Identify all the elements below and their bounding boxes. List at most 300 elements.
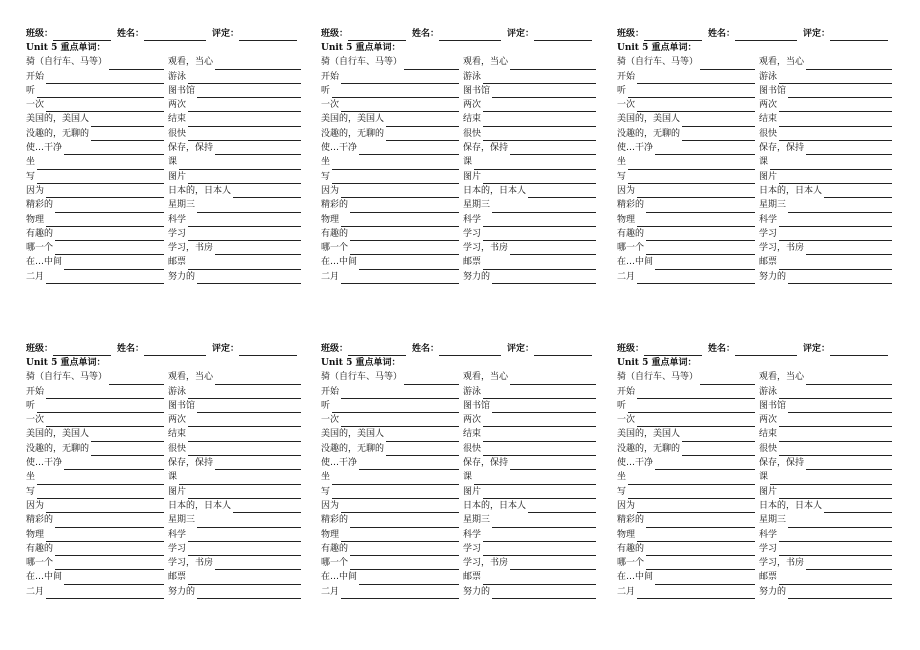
answer-blank[interactable] [806, 559, 892, 570]
answer-blank[interactable] [628, 488, 755, 499]
class-blank[interactable] [348, 30, 406, 41]
vocab-word: 星期三 [759, 200, 787, 211]
answer-blank[interactable] [770, 474, 892, 485]
vocab-row [26, 98, 301, 112]
answer-blank[interactable] [359, 459, 459, 470]
vocab-item-left [321, 556, 463, 570]
answer-blank[interactable] [386, 445, 459, 456]
answer-blank[interactable] [483, 531, 596, 542]
answer-blank[interactable] [474, 474, 596, 485]
vocab-item-right [463, 55, 596, 69]
answer-blank[interactable] [55, 202, 164, 213]
answer-blank[interactable] [55, 559, 164, 570]
vocab-item-right [463, 112, 596, 126]
answer-blank[interactable] [637, 502, 755, 513]
answer-blank[interactable] [188, 488, 301, 499]
answer-blank[interactable] [483, 388, 596, 399]
name-blank[interactable] [735, 345, 797, 356]
answer-blank[interactable] [510, 244, 596, 255]
answer-blank[interactable] [46, 73, 164, 84]
grade-blank[interactable] [830, 345, 888, 356]
answer-blank[interactable] [188, 101, 301, 112]
answer-blank[interactable] [483, 173, 596, 184]
vocab-item-left [617, 70, 759, 84]
answer-blank[interactable] [37, 159, 164, 170]
answer-blank[interactable] [637, 273, 755, 284]
answer-blank[interactable] [46, 502, 164, 513]
vocab-word: 两次 [759, 415, 778, 426]
answer-blank[interactable] [332, 474, 459, 485]
answer-blank[interactable] [779, 230, 892, 241]
answer-blank[interactable] [37, 474, 164, 485]
vocab-item-right [168, 513, 301, 527]
vocab-item-left [321, 442, 463, 456]
answer-blank[interactable] [637, 531, 755, 542]
answer-blank[interactable] [55, 230, 164, 241]
answer-blank[interactable] [682, 130, 755, 141]
grade-blank[interactable] [534, 345, 592, 356]
answer-blank[interactable] [779, 73, 892, 84]
vocab-word: 保存，保持 [463, 143, 509, 154]
answer-blank[interactable] [492, 202, 596, 213]
vocab-item-left [617, 456, 759, 470]
answer-blank[interactable] [483, 73, 596, 84]
vocab-word: 结束 [759, 114, 778, 125]
answer-blank[interactable] [510, 374, 596, 385]
grade-label: 评定： [507, 343, 535, 354]
vocab-word: 有趣的 [321, 228, 349, 239]
answer-blank[interactable] [188, 545, 301, 556]
vocab-item-left [321, 399, 463, 413]
answer-blank[interactable] [646, 244, 755, 255]
answer-blank[interactable] [332, 159, 459, 170]
grade-blank[interactable] [830, 30, 888, 41]
answer-blank[interactable] [788, 87, 892, 98]
vocab-item-left [26, 499, 168, 513]
answer-blank[interactable] [483, 445, 596, 456]
answer-blank[interactable] [628, 474, 755, 485]
class-label: 班级： [321, 28, 349, 39]
vocab-word: 二月 [321, 586, 340, 597]
vocab-word: 学习 [759, 228, 778, 239]
answer-blank[interactable] [779, 445, 892, 456]
answer-blank[interactable] [46, 187, 164, 198]
vocab-word: 日本的，日本人 [168, 185, 232, 196]
name-blank[interactable] [144, 345, 206, 356]
answer-blank[interactable] [350, 230, 459, 241]
name-blank[interactable] [144, 30, 206, 41]
vocab-word: 学习，书房 [168, 558, 214, 569]
vocab-item-right [463, 127, 596, 141]
answer-blank[interactable] [483, 101, 596, 112]
vocab-item-right [168, 55, 301, 69]
answer-blank[interactable] [806, 459, 892, 470]
answer-blank[interactable] [788, 202, 892, 213]
answer-blank[interactable] [350, 202, 459, 213]
name-blank[interactable] [439, 30, 501, 41]
answer-blank[interactable] [197, 588, 301, 599]
vocab-item-right [168, 556, 301, 570]
vocab-item-left [321, 585, 463, 599]
answer-blank[interactable] [55, 545, 164, 556]
answer-blank[interactable] [788, 273, 892, 284]
answer-blank[interactable] [179, 159, 301, 170]
vocab-item-right [463, 499, 596, 513]
answer-blank[interactable] [341, 588, 459, 599]
answer-blank[interactable] [341, 531, 459, 542]
vocab-item-left [617, 570, 759, 584]
vocab-word: 学习 [463, 228, 482, 239]
answer-blank[interactable] [483, 545, 596, 556]
answer-blank[interactable] [332, 488, 459, 499]
answer-blank[interactable] [188, 230, 301, 241]
answer-blank[interactable] [779, 173, 892, 184]
vocab-row [617, 399, 892, 413]
answer-blank[interactable] [628, 173, 755, 184]
vocab-item-right [463, 155, 596, 169]
answer-blank[interactable] [806, 59, 892, 70]
vocab-word: 使…干净 [617, 143, 654, 154]
vocab-word: 有趣的 [617, 543, 645, 554]
answer-blank[interactable] [806, 374, 892, 385]
answer-blank[interactable] [637, 588, 755, 599]
answer-blank[interactable] [197, 87, 301, 98]
vocab-word: 图片 [168, 171, 187, 182]
vocab-item-left [26, 255, 168, 269]
vocab-row [321, 112, 596, 126]
answer-blank[interactable] [404, 59, 459, 70]
answer-blank[interactable] [779, 431, 892, 442]
vocab-word: 课 [168, 157, 178, 168]
vocab-word: 二月 [617, 271, 636, 282]
vocab-row [617, 241, 892, 255]
grade-blank[interactable] [239, 30, 297, 41]
answer-blank[interactable] [646, 545, 755, 556]
answer-blank[interactable] [188, 73, 301, 84]
answer-blank[interactable] [492, 588, 596, 599]
answer-blank[interactable] [64, 259, 164, 270]
answer-blank[interactable] [188, 259, 301, 270]
answer-blank[interactable] [91, 130, 164, 141]
name-label: 姓名： [412, 343, 440, 354]
answer-blank[interactable] [824, 187, 892, 198]
answer-blank[interactable] [788, 588, 892, 599]
answer-blank[interactable] [341, 73, 459, 84]
answer-blank[interactable] [779, 416, 892, 427]
name-blank[interactable] [439, 345, 501, 356]
vocab-item-left [617, 112, 759, 126]
answer-blank[interactable] [341, 502, 459, 513]
vocab-word: 有趣的 [617, 228, 645, 239]
answer-blank[interactable] [215, 144, 301, 155]
answer-blank[interactable] [64, 574, 164, 585]
answer-blank[interactable] [779, 388, 892, 399]
class-blank[interactable] [644, 30, 702, 41]
answer-blank[interactable] [233, 187, 301, 198]
answer-blank[interactable] [109, 59, 164, 70]
vocab-word: 精彩的 [321, 200, 349, 211]
vocab-word: 精彩的 [617, 200, 645, 211]
answer-blank[interactable] [483, 431, 596, 442]
answer-blank[interactable] [483, 116, 596, 127]
vocab-item-left [617, 213, 759, 227]
answer-blank[interactable] [779, 216, 892, 227]
answer-blank[interactable] [628, 159, 755, 170]
vocab-item-left [321, 456, 463, 470]
answer-blank[interactable] [64, 144, 164, 155]
answer-blank[interactable] [55, 244, 164, 255]
answer-blank[interactable] [655, 459, 755, 470]
answer-blank[interactable] [332, 173, 459, 184]
class-blank[interactable] [644, 345, 702, 356]
answer-blank[interactable] [197, 202, 301, 213]
vocab-word: 使…干净 [26, 458, 63, 469]
vocab-item-left [26, 413, 168, 427]
answer-blank[interactable] [483, 488, 596, 499]
answer-blank[interactable] [779, 531, 892, 542]
vocab-item-right [759, 385, 892, 399]
vocab-item-right [168, 241, 301, 255]
answer-blank[interactable] [637, 101, 755, 112]
vocab-row [321, 499, 596, 513]
answer-blank[interactable] [528, 502, 596, 513]
answer-blank[interactable] [91, 431, 164, 442]
answer-blank[interactable] [646, 230, 755, 241]
answer-blank[interactable] [646, 202, 755, 213]
answer-blank[interactable] [215, 59, 301, 70]
answer-blank[interactable] [646, 559, 755, 570]
answer-blank[interactable] [788, 517, 892, 528]
vocab-word: 日本的，日本人 [759, 500, 823, 511]
vocab-item-right [759, 127, 892, 141]
answer-blank[interactable] [637, 187, 755, 198]
answer-blank[interactable] [64, 459, 164, 470]
answer-blank[interactable] [646, 517, 755, 528]
answer-blank[interactable] [492, 402, 596, 413]
class-blank[interactable] [53, 30, 111, 41]
name-blank[interactable] [735, 30, 797, 41]
answer-blank[interactable] [779, 259, 892, 270]
vocab-word: 很快 [168, 443, 187, 454]
vocab-item-right [168, 255, 301, 269]
answer-blank[interactable] [779, 130, 892, 141]
answer-blank[interactable] [779, 101, 892, 112]
vocab-item-left [617, 184, 759, 198]
class-blank[interactable] [348, 345, 406, 356]
answer-blank[interactable] [483, 416, 596, 427]
answer-blank[interactable] [628, 87, 755, 98]
answer-blank[interactable] [46, 273, 164, 284]
grade-blank[interactable] [239, 345, 297, 356]
grade-blank[interactable] [534, 30, 592, 41]
answer-blank[interactable] [359, 144, 459, 155]
answer-blank[interactable] [700, 374, 755, 385]
answer-blank[interactable] [46, 388, 164, 399]
vocab-word: 日本的，日本人 [463, 185, 527, 196]
vocab-word: 物理 [321, 214, 340, 225]
answer-blank[interactable] [46, 588, 164, 599]
answer-blank[interactable] [637, 416, 755, 427]
answer-blank[interactable] [637, 73, 755, 84]
answer-blank[interactable] [483, 259, 596, 270]
vocab-word: 邮票 [759, 572, 778, 583]
answer-blank[interactable] [483, 230, 596, 241]
vocab-word: 学习 [168, 228, 187, 239]
vocab-row [617, 227, 892, 241]
vocab-word: 使…干净 [321, 143, 358, 154]
vocab-word: 学习，书房 [168, 243, 214, 254]
answer-blank[interactable] [779, 574, 892, 585]
answer-blank[interactable] [341, 388, 459, 399]
answer-blank[interactable] [386, 431, 459, 442]
vocab-row [617, 570, 892, 584]
answer-blank[interactable] [637, 388, 755, 399]
answer-blank[interactable] [528, 187, 596, 198]
answer-blank[interactable] [350, 517, 459, 528]
vocab-item-right [759, 155, 892, 169]
answer-blank[interactable] [215, 374, 301, 385]
vocab-row [26, 427, 301, 441]
answer-blank[interactable] [788, 402, 892, 413]
answer-blank[interactable] [197, 517, 301, 528]
vocab-row [321, 556, 596, 570]
answer-blank[interactable] [806, 144, 892, 155]
vocab-item-left [321, 213, 463, 227]
answer-blank[interactable] [188, 130, 301, 141]
answer-blank[interactable] [483, 574, 596, 585]
answer-blank[interactable] [341, 101, 459, 112]
answer-blank[interactable] [37, 173, 164, 184]
answer-blank[interactable] [682, 445, 755, 456]
answer-blank[interactable] [492, 273, 596, 284]
answer-blank[interactable] [483, 216, 596, 227]
answer-blank[interactable] [46, 416, 164, 427]
answer-blank[interactable] [510, 144, 596, 155]
answer-blank[interactable] [188, 388, 301, 399]
vocab-item-right [759, 399, 892, 413]
vocab-item-right [759, 184, 892, 198]
vocab-item-right [463, 213, 596, 227]
answer-blank[interactable] [197, 273, 301, 284]
vocab-item-left [617, 399, 759, 413]
answer-blank[interactable] [188, 416, 301, 427]
vocab-item-right [463, 470, 596, 484]
answer-blank[interactable] [188, 216, 301, 227]
answer-blank[interactable] [510, 559, 596, 570]
answer-blank[interactable] [109, 374, 164, 385]
answer-blank[interactable] [510, 459, 596, 470]
answer-blank[interactable] [770, 159, 892, 170]
answer-blank[interactable] [824, 502, 892, 513]
answer-blank[interactable] [188, 116, 301, 127]
vocab-word: 坐 [617, 157, 627, 168]
answer-blank[interactable] [188, 173, 301, 184]
vocab-item-left [321, 241, 463, 255]
answer-blank[interactable] [341, 273, 459, 284]
answer-blank[interactable] [215, 244, 301, 255]
answer-blank[interactable] [91, 445, 164, 456]
answer-blank[interactable] [350, 244, 459, 255]
answer-blank[interactable] [655, 144, 755, 155]
answer-blank[interactable] [682, 431, 755, 442]
answer-blank[interactable] [37, 87, 164, 98]
class-blank[interactable] [53, 345, 111, 356]
answer-blank[interactable] [341, 187, 459, 198]
answer-blank[interactable] [55, 517, 164, 528]
answer-blank[interactable] [341, 216, 459, 227]
answer-blank[interactable] [188, 431, 301, 442]
vocab-item-left [26, 528, 168, 542]
answer-blank[interactable] [188, 445, 301, 456]
answer-blank[interactable] [350, 545, 459, 556]
answer-blank[interactable] [91, 116, 164, 127]
vocab-row [321, 141, 596, 155]
answer-blank[interactable] [655, 259, 755, 270]
answer-blank[interactable] [483, 130, 596, 141]
vocab-row [321, 184, 596, 198]
vocab-row [321, 399, 596, 413]
answer-blank[interactable] [492, 87, 596, 98]
answer-blank[interactable] [188, 531, 301, 542]
answer-blank[interactable] [637, 216, 755, 227]
vocab-item-left [26, 470, 168, 484]
answer-blank[interactable] [779, 545, 892, 556]
answer-blank[interactable] [37, 488, 164, 499]
answer-blank[interactable] [197, 402, 301, 413]
vocab-word: 在…中间 [26, 257, 63, 268]
vocab-row [321, 255, 596, 269]
answer-blank[interactable] [510, 59, 596, 70]
answer-blank[interactable] [215, 559, 301, 570]
vocab-item-right [168, 84, 301, 98]
answer-blank[interactable] [386, 130, 459, 141]
answer-blank[interactable] [386, 116, 459, 127]
answer-blank[interactable] [359, 574, 459, 585]
answer-blank[interactable] [779, 116, 892, 127]
answer-blank[interactable] [341, 416, 459, 427]
answer-blank[interactable] [492, 517, 596, 528]
answer-blank[interactable] [37, 402, 164, 413]
vocab-word: 没趣的，无聊的 [321, 443, 385, 454]
vocab-card [617, 27, 892, 284]
answer-blank[interactable] [215, 459, 301, 470]
answer-blank[interactable] [46, 531, 164, 542]
answer-blank[interactable] [474, 159, 596, 170]
class-label: 班级： [26, 343, 54, 354]
vocab-word: 二月 [321, 271, 340, 282]
answer-blank[interactable] [332, 87, 459, 98]
vocab-word: 游泳 [168, 71, 187, 82]
answer-blank[interactable] [359, 259, 459, 270]
answer-blank[interactable] [332, 402, 459, 413]
answer-blank[interactable] [655, 574, 755, 585]
answer-blank[interactable] [233, 502, 301, 513]
answer-blank[interactable] [46, 216, 164, 227]
answer-blank[interactable] [806, 244, 892, 255]
answer-blank[interactable] [350, 559, 459, 570]
vocab-item-left [617, 170, 759, 184]
vocab-item-right [168, 370, 301, 384]
answer-blank[interactable] [700, 59, 755, 70]
answer-blank[interactable] [628, 402, 755, 413]
answer-blank[interactable] [179, 474, 301, 485]
answer-blank[interactable] [682, 116, 755, 127]
vocab-item-left [617, 141, 759, 155]
answer-blank[interactable] [779, 488, 892, 499]
answer-blank[interactable] [404, 374, 459, 385]
answer-blank[interactable] [188, 574, 301, 585]
answer-blank[interactable] [46, 101, 164, 112]
